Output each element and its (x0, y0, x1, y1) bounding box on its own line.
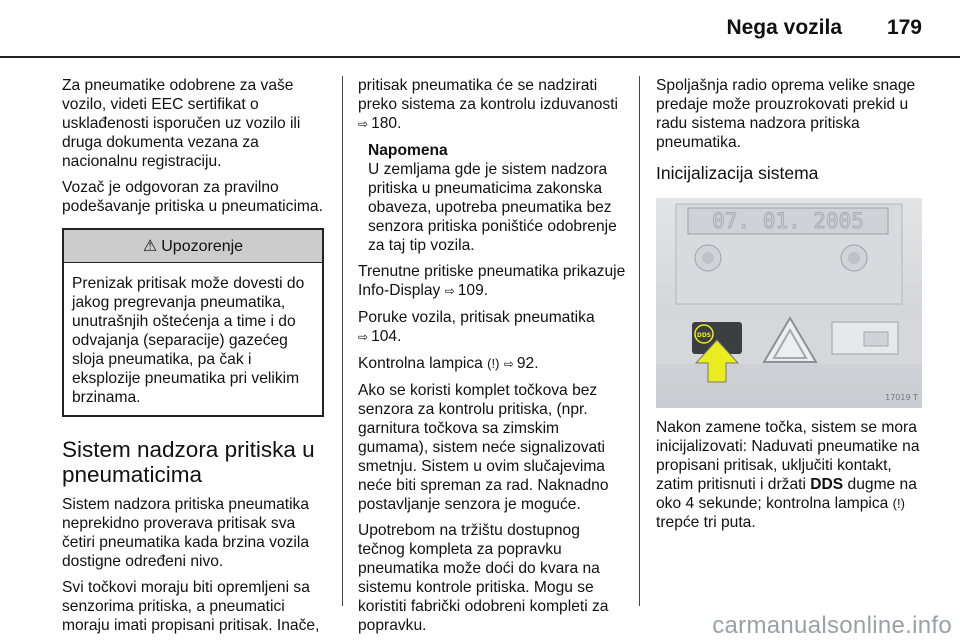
paragraph: Za pneumatike odobrene za vaše vozilo, videti EEC sertifikat o usklađenosti isporučen uz vozilo ili druga dokumenta vezana za nacionalnu registraciju. (62, 77, 301, 170)
text: Kontrolna lampica (358, 355, 483, 372)
left-knob-center (702, 252, 714, 264)
page-reference-link[interactable]: ⇨ 104. (358, 328, 401, 345)
paragraph: Svi točkovi moraju biti opremljeni sa senzorima pritiska, a pneumatici moraju imati propisani pritisak. Inače, (62, 579, 320, 634)
note-block (358, 141, 628, 255)
tire-pressure-warning-icon: (!) (892, 496, 905, 511)
column-2 (358, 76, 628, 642)
text: pritisak pneumatika će se nadzirati preko sistema za kontrolu izduvanosti (358, 77, 619, 113)
column-divider (342, 76, 343, 606)
warning-triangle-icon: ⚠ (142, 238, 158, 255)
dds-term: DDS (810, 476, 844, 493)
text: Nakon zamene točka, sistem se mora inicijalizovati: Naduvati pneumatike na propisani pritisak, uključiti kontakt, zatim pritisnuti i držati (656, 419, 920, 493)
paragraph: Spoljašnja radio oprema velike snage predaje može prouzrokovati prekid u radu sistema nadzora pritiska pneumatika. (656, 77, 916, 151)
figure-id: 17019 T (885, 393, 918, 402)
text: Poruke vozila, pritisak pneumatika (358, 309, 595, 326)
column-1 (62, 76, 324, 642)
warning-box (62, 228, 324, 417)
text: Trenutne pritiske pneumatika prikazuje Info-Display (358, 263, 626, 299)
paragraph (358, 262, 628, 301)
right-knob-center (848, 252, 860, 264)
note-body: U zemljama gde je sistem nadzora pritiska u pneumaticima zakonska obaveza, upotreba pneumatika bez senzora pritiska poništiće odobrenje za taj tip vozila. (368, 161, 617, 254)
display-date: 07. 01. 2005 (712, 209, 864, 233)
warning-body: Prenizak pritisak može dovesti do jakog pregrevanja pneumatika, unutrašnjih oštećenja a time i do odvajanja (separacije) gazećeg sloja pneumatika, pa čak i eksplozije pneumatika pri velikim brzinama. (72, 275, 305, 406)
section-heading: Inicijalizacija sistema (656, 163, 819, 183)
section-heading: Sistem nadzora pritiska u pneumaticima (62, 437, 315, 487)
paragraph (656, 418, 922, 532)
section-title: Nega vozila (726, 16, 842, 39)
warning-title: Upozorenje (161, 238, 244, 255)
watermark: carmanualsonline.info (712, 612, 952, 639)
paragraph: Sistem nadzora pritiska pneumatika neprekidno proverava pritisak sva četiri pneumatika kada brzina vozila dostigne određeni nivo. (62, 496, 310, 570)
text: dugme na oko 4 sekunde; kontrolna lampica (656, 476, 917, 512)
note-title: Napomena (368, 142, 448, 159)
paragraph (358, 76, 628, 134)
tire-pressure-warning-icon: (!) (487, 356, 500, 371)
column-3 (656, 76, 922, 539)
paragraph: Ako se koristi komplet točkova bez senzora za kontrolu pritiska, (npr. garnitura točkova sa zimskim gumama), sistem neće signalizovati smetnju. Sistem u ovim slučajevima neće biti spreman za rad. Naknadno postavljanje senzora je moguće. (358, 382, 609, 513)
dds-label: DDS (696, 332, 712, 339)
text: trepće tri puta. (656, 514, 756, 531)
right-switch-inset (864, 332, 888, 346)
warning-header (64, 230, 322, 263)
page-reference-link[interactable]: ⇨ 180. (358, 115, 401, 132)
dashboard-figure (656, 198, 922, 408)
paragraph (358, 354, 628, 374)
column-divider (639, 76, 640, 606)
paragraph (358, 308, 628, 347)
page-number: 179 (886, 16, 922, 39)
paragraph: Vozač je odgovoran za pravilno podešavanje pritiska u pneumaticima. (62, 179, 323, 215)
page-reference-link[interactable]: ⇨ 92. (504, 355, 539, 372)
paragraph: Upotrebom na tržištu dostupnog tečnog kompleta za popravku pneumatika može doći do kvara na sistemu kontrole pritiska. Mogu se koristiti fabrički odobreni kompleti za popravku. (358, 522, 609, 634)
page-reference-link[interactable]: ⇨ 109. (445, 282, 488, 299)
page-header (0, 0, 960, 58)
